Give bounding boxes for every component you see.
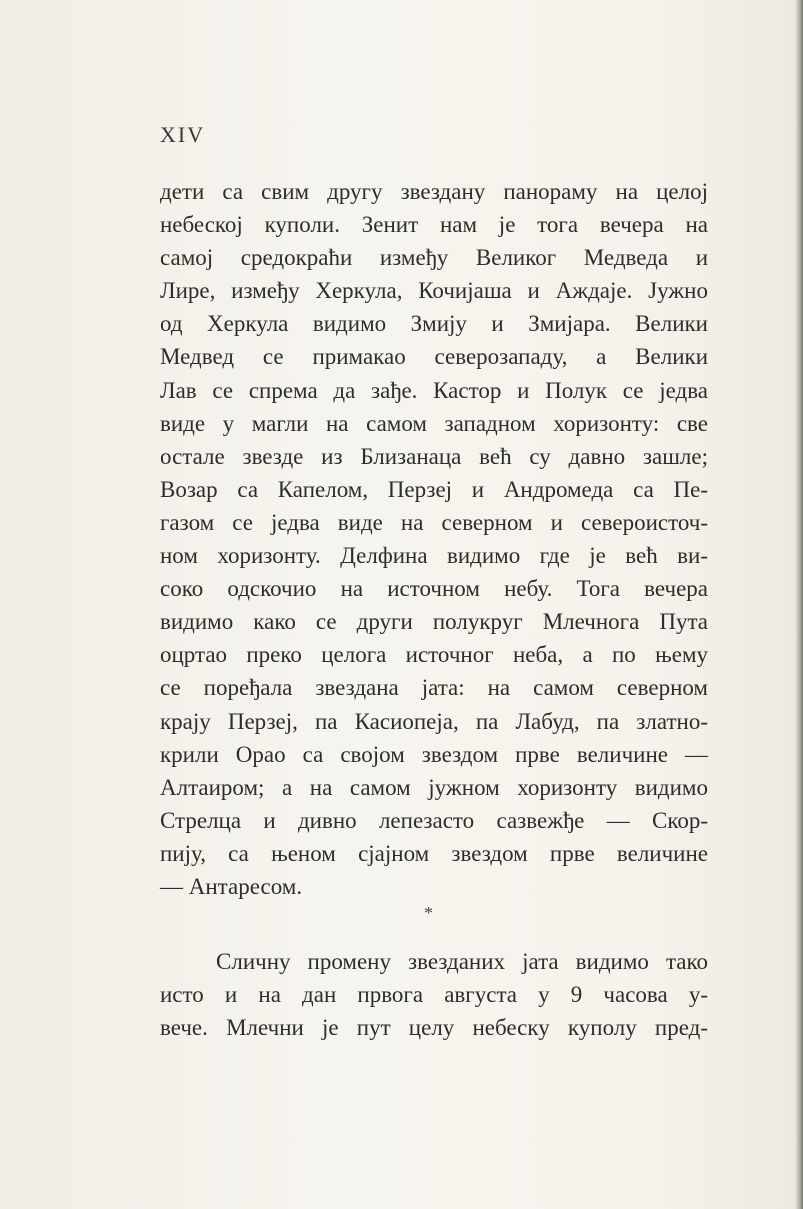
- text-line: исто и на дан првога августа у 9 часова у-: [160, 982, 708, 1008]
- text-line: — Антаресом.: [160, 873, 303, 899]
- text-line: Лире, између Херкула, Кочијаша и Аждаје. Јужно: [160, 278, 708, 304]
- text-line: газом се једва виде на северном и североисточ-: [160, 509, 708, 535]
- text-line: Стрелца и дивно лепезасто сазвежђе — Скор-: [160, 807, 708, 833]
- text-line: Сличну промену звезданих јата видимо тако: [216, 949, 708, 974]
- text-line: Медвед се примакао северозападу, а Велики: [160, 344, 708, 370]
- text-line: остале звезде из Близанаца већ су давно зашле;: [160, 443, 708, 469]
- text-line: се поређала звездана јата: на самом северном: [160, 675, 708, 701]
- paragraph-main: [160, 175, 708, 903]
- text-line: пију, са њеном сјајном звездом прве величине: [160, 840, 708, 866]
- text-line: виде у магли на самом западном хоризонту: све: [160, 410, 708, 436]
- text-line: дети са свим другу звездану панораму на целој: [160, 179, 708, 204]
- text-line: самој средокраћи између Великог Медведа и: [160, 245, 708, 271]
- section-asterism: *: [424, 903, 433, 923]
- page-number: XIV: [160, 122, 206, 147]
- text-line: соко одскочио на источном небу. Тога вечера: [160, 576, 708, 602]
- text-line: небеској куполи. Зенит нам је тога вечера на: [160, 212, 708, 238]
- text-line: крају Перзеј, па Касиопеја, па Лабуд, па златно-: [160, 708, 708, 734]
- text-line: од Херкула видимо Змију и Змијара. Велики: [160, 311, 708, 337]
- text-line: ном хоризонту. Делфина видимо где је већ ви-: [160, 543, 708, 569]
- paragraph-second: [160, 945, 708, 1044]
- text-line: Алтаиром; а на самом јужном хоризонту видимо: [160, 774, 708, 800]
- text-line: оцртао преко целога источног неба, а по њему: [160, 642, 708, 668]
- text-line: Лав се спрема да зађе. Кастор и Полук се једва: [160, 377, 708, 403]
- text-line: вече. Млечни је пут целу небеску куполу пред-: [160, 1015, 708, 1041]
- text-line: видимо како се други полукруг Млечнога Пута: [160, 609, 708, 635]
- page-edge-shadow: [795, 0, 803, 1209]
- text-line: крили Орао са својом звездом прве величине —: [160, 741, 708, 767]
- text-line: Возар са Капелом, Перзеј и Андромеда са Пе-: [160, 476, 708, 502]
